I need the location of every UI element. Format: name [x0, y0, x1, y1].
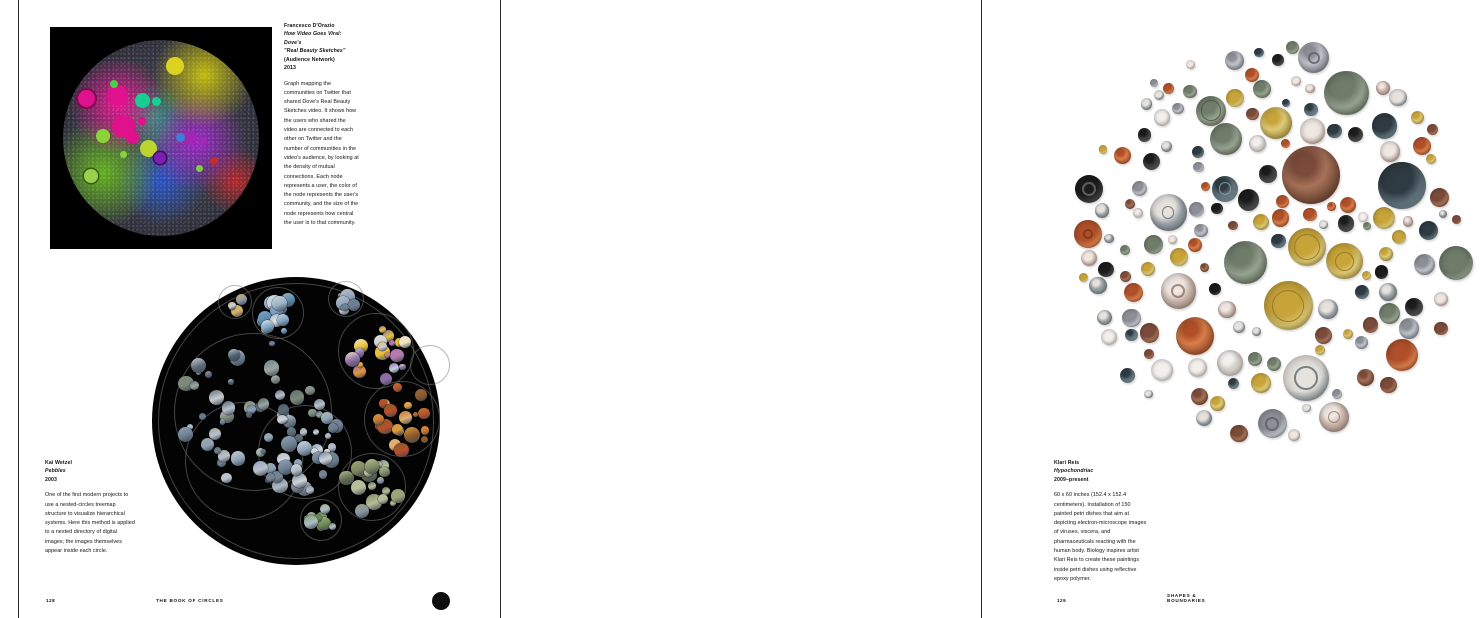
- treemap-thumbnail: [305, 386, 314, 395]
- petri-dish: [1163, 83, 1175, 95]
- treemap-thumbnail: [421, 426, 429, 434]
- petri-dish: [1413, 137, 1431, 155]
- graph-node: [210, 157, 218, 165]
- treemap-thumbnail: [290, 390, 305, 405]
- petri-dish: [1399, 318, 1419, 338]
- petri-dish: [1379, 247, 1393, 261]
- treemap-thumbnail: [228, 302, 235, 309]
- treemap-thumbnail: [404, 402, 411, 409]
- petri-dish: [1193, 162, 1204, 173]
- graph-node: [96, 129, 110, 143]
- petri-dish: [1150, 79, 1159, 88]
- petri-dish: [1332, 389, 1342, 399]
- petri-dish: [1125, 199, 1135, 209]
- petri-dish: [1186, 60, 1195, 69]
- petri-dish: [1386, 339, 1418, 371]
- petri-dish: [1271, 234, 1286, 249]
- petri-dish: [1133, 208, 1143, 218]
- petri-dish: [1144, 349, 1154, 359]
- left-page: [19, 0, 500, 618]
- petri-dish-ring: [1162, 206, 1174, 218]
- petri-dish: [1252, 327, 1261, 336]
- petri-dish: [1315, 345, 1325, 355]
- petri-dish: [1081, 250, 1097, 266]
- treemap-thumbnail: [221, 473, 232, 484]
- petri-dish: [1355, 336, 1368, 349]
- petri-dish: [1372, 113, 1398, 139]
- petri-dish-ring: [1294, 366, 1318, 390]
- petri-dish: [1125, 329, 1138, 342]
- treemap-thumbnail: [209, 428, 221, 440]
- petri-dish: [1225, 51, 1244, 70]
- petri-dish-ring: [1272, 290, 1304, 322]
- caption-year: 2013: [284, 65, 297, 72]
- petri-dish-ring: [1082, 182, 1096, 196]
- caption-work-title: Hypochondriac: [1054, 468, 1094, 475]
- treemap-thumbnail: [236, 294, 247, 305]
- petri-dish: [1419, 221, 1438, 240]
- petri-dish: [1414, 254, 1436, 276]
- graph-node: [110, 80, 118, 88]
- petri-dish: [1226, 89, 1244, 107]
- treemap-thumbnail: [392, 424, 403, 435]
- petri-dish: [1302, 404, 1310, 412]
- petri-dish: [1427, 124, 1438, 135]
- treemap-thumbnail: [178, 427, 193, 442]
- petri-dish: [1141, 98, 1153, 110]
- petri-dish: [1305, 84, 1315, 94]
- graph-node: [166, 57, 184, 75]
- petri-dish: [1288, 429, 1300, 441]
- caption-body: 60 x 60 inches (152.4 x 152.4 centimeters). Installation of 150 painted petri dishes that aim at depicting electron-microscope images of viruses, viscera, and pharmaceuticals reacting with the human body. Biology inspires artist Klari Reis to create these paintings inside petri dishes using reflective epoxy polymer.: [1054, 492, 1147, 582]
- petri-dish: [1201, 182, 1211, 192]
- treemap-thumbnail: [272, 296, 286, 310]
- petri-dish: [1217, 350, 1243, 376]
- caption-reis: [1054, 459, 1150, 584]
- page-number-left: 128: [46, 598, 56, 603]
- petri-dish: [1132, 181, 1147, 196]
- petri-dish: [1426, 154, 1436, 164]
- treemap-thumbnail: [399, 364, 406, 371]
- petri-dish: [1327, 202, 1335, 210]
- petri-dish: [1324, 71, 1369, 116]
- viral-video-network-graph: [50, 27, 272, 249]
- petri-dish: [1434, 292, 1448, 306]
- caption-work-title: How Video Goes Viral: Dove's: [284, 31, 342, 46]
- treemap-thumbnail: [220, 419, 226, 425]
- petri-dish: [1348, 127, 1363, 142]
- petri-dish: [1183, 85, 1196, 98]
- petri-dish: [1376, 81, 1390, 95]
- treemap-thumbnail: [325, 433, 331, 439]
- petri-dish: [1141, 262, 1155, 276]
- network-graph-node-field: [63, 40, 259, 236]
- petri-dish-ring: [1265, 417, 1279, 431]
- petri-dish: [1375, 265, 1388, 278]
- petri-dish: [1194, 224, 1208, 238]
- petri-dish: [1228, 221, 1238, 231]
- petri-dish: [1188, 358, 1207, 377]
- petri-dish: [1154, 90, 1164, 100]
- petri-dish: [1379, 303, 1400, 324]
- petri-dish: [1379, 283, 1397, 301]
- petri-dish: [1154, 109, 1171, 126]
- petri-dish: [1176, 317, 1214, 355]
- petri-dish: [1233, 321, 1245, 333]
- petri-dish: [1434, 322, 1448, 336]
- petri-dish: [1104, 234, 1114, 244]
- petri-dish: [1380, 377, 1397, 394]
- caption-artist: Klari Reis: [1054, 460, 1080, 466]
- petri-dish: [1373, 207, 1395, 229]
- petri-dish: [1253, 214, 1269, 230]
- graph-node: [183, 131, 197, 145]
- treemap-thumbnail: [214, 447, 222, 455]
- petri-dish: [1304, 103, 1318, 117]
- petri-dish: [1282, 146, 1340, 204]
- petri-dish: [1281, 139, 1290, 148]
- treemap-ring: [410, 345, 450, 385]
- graph-node: [78, 90, 95, 107]
- petri-dish-ring: [1219, 182, 1231, 194]
- petri-dish: [1120, 271, 1131, 282]
- treemap-thumbnail: [278, 404, 289, 415]
- treemap-thumbnail: [390, 349, 403, 362]
- treemap-thumbnail: [291, 464, 302, 475]
- petri-dish: [1230, 425, 1248, 443]
- petri-dish: [1143, 153, 1160, 170]
- petri-dish: [1151, 359, 1173, 381]
- treemap-thumbnail: [277, 314, 289, 326]
- petri-dish: [1138, 128, 1152, 142]
- page-number-right: 129: [1057, 598, 1067, 603]
- petri-dish: [1439, 210, 1447, 218]
- treemap-thumbnail: [281, 436, 297, 452]
- graph-node: [176, 133, 185, 142]
- petri-dish: [1211, 203, 1222, 214]
- graph-node: [126, 131, 139, 144]
- treemap-thumbnail: [378, 342, 387, 351]
- running-head-right: SHAPES & BOUNDARIES: [1167, 593, 1206, 603]
- petri-dish: [1267, 357, 1281, 371]
- petri-dish: [1254, 48, 1264, 58]
- caption-year: 2009–present: [1054, 476, 1089, 483]
- treemap-thumbnail: [379, 326, 386, 333]
- caption-work-title-line2: "Real Beauty Sketches": [284, 48, 346, 55]
- petri-dish: [1272, 209, 1290, 227]
- petri-dish: [1430, 188, 1449, 207]
- treemap-thumbnail: [404, 427, 420, 443]
- petri-dish-ring: [1083, 229, 1093, 239]
- treemap-thumbnail: [399, 411, 412, 424]
- caption-artist: Francesco D'Orazio: [284, 23, 335, 29]
- petri-dish: [1363, 222, 1371, 230]
- petri-dish: [1140, 323, 1160, 343]
- treemap-thumbnail: [228, 349, 240, 361]
- petri-dish: [1122, 309, 1141, 328]
- petri-dish: [1259, 165, 1277, 183]
- petri-dish: [1380, 141, 1401, 162]
- treemap-thumbnail: [271, 375, 280, 384]
- caption-work-subtitle: (Audience Network): [284, 56, 335, 63]
- treemap-thumbnail: [190, 381, 199, 390]
- petri-dish: [1358, 212, 1368, 222]
- petri-dish: [1338, 215, 1354, 231]
- graph-node: [120, 151, 127, 158]
- petri-dish: [1362, 271, 1371, 280]
- petri-dish: [1343, 329, 1353, 339]
- petri-dish: [1303, 208, 1317, 222]
- petri-dish: [1120, 245, 1130, 255]
- graph-node: [84, 169, 98, 183]
- petri-dish: [1355, 285, 1370, 300]
- petri-dish: [1238, 189, 1259, 210]
- treemap-thumbnail: [368, 482, 376, 490]
- petri-dish: [1319, 220, 1328, 229]
- graph-node: [107, 85, 128, 106]
- petri-dish: [1405, 298, 1423, 316]
- caption-credit: [45, 459, 137, 484]
- petri-dish: [1276, 195, 1289, 208]
- petri-dish: [1098, 262, 1114, 278]
- petri-dish: [1389, 89, 1407, 107]
- petri-dish: [1253, 80, 1271, 98]
- petri-dish: [1120, 368, 1135, 383]
- petri-dish: [1340, 197, 1356, 213]
- graph-node: [135, 93, 150, 108]
- petri-dish-ring: [1335, 252, 1354, 271]
- graph-node: [152, 97, 161, 106]
- petri-dish: [1282, 99, 1290, 107]
- petri-dish: [1439, 246, 1473, 280]
- treemap-thumbnail: [384, 404, 396, 416]
- treemap-thumbnail: [281, 328, 287, 334]
- spine-marker-dot: [432, 592, 450, 610]
- petri-dish: [1161, 141, 1172, 152]
- petri-dish: [1228, 378, 1239, 389]
- graph-node: [198, 137, 207, 146]
- petri-dish: [1079, 273, 1088, 282]
- treemap-thumbnail: [191, 358, 206, 373]
- petri-dish: [1411, 111, 1424, 124]
- treemap-thumbnail: [228, 379, 234, 385]
- petri-dish: [1089, 277, 1106, 294]
- petri-dish: [1378, 162, 1425, 209]
- caption-credit: [1054, 459, 1150, 484]
- petri-dish: [1114, 147, 1131, 164]
- caption-body: One of the first modern projects to use a nested-circles treemap structure to visualize hierarchical systems. Here this method is applied to a nested directory of digital images; the images themselves appear inside each circle.: [45, 492, 135, 555]
- treemap-thumbnail: [277, 415, 287, 425]
- treemap-thumbnail: [391, 489, 405, 503]
- petri-dish: [1291, 76, 1301, 86]
- treemap-thumbnail: [253, 461, 268, 476]
- petri-dish: [1101, 329, 1117, 345]
- treemap-thumbnail: [231, 451, 246, 466]
- petri-dish: [1246, 108, 1259, 121]
- petri-dish: [1189, 202, 1204, 217]
- petri-dish: [1144, 235, 1163, 254]
- petri-dish: [1209, 283, 1221, 295]
- petri-dish: [1363, 317, 1378, 332]
- petri-dish-ring: [1294, 234, 1320, 260]
- treemap-thumbnail: [399, 336, 411, 348]
- caption-work-title: Pebbles: [45, 468, 66, 475]
- petri-dish: [1124, 283, 1143, 302]
- treemap-thumbnail: [269, 341, 275, 347]
- treemap-thumbnail: [379, 467, 390, 478]
- caption-credit: [284, 22, 360, 73]
- petri-dish: [1188, 238, 1202, 252]
- graph-node: [154, 152, 166, 164]
- petri-dish: [1168, 235, 1177, 244]
- petri-dish: [1392, 230, 1406, 244]
- treemap-thumbnail: [328, 423, 338, 433]
- petri-dish: [1327, 124, 1342, 139]
- treemap-thumbnail: [319, 470, 328, 479]
- caption-wetzel: [45, 459, 137, 556]
- spread-frame-right-rule: [981, 0, 982, 618]
- petri-dish: [1191, 388, 1208, 405]
- petri-dish: [1300, 118, 1325, 143]
- petri-dish: [1170, 248, 1188, 266]
- petri-dish: [1315, 327, 1332, 344]
- treemap-thumbnail: [304, 515, 318, 529]
- petri-dish: [1095, 203, 1110, 218]
- running-head-left: THE BOOK OF CIRCLES: [156, 598, 224, 603]
- hypochondriac-petri-dish-installation: [1062, 31, 1480, 449]
- petri-dish: [1172, 103, 1184, 115]
- pebbles-treemap-circle: [152, 277, 440, 565]
- petri-dish: [1260, 107, 1292, 139]
- petri-dish: [1245, 68, 1259, 82]
- petri-dish: [1249, 135, 1266, 152]
- caption-year: 2003: [45, 476, 58, 483]
- petri-dish: [1251, 373, 1271, 393]
- petri-dish: [1224, 241, 1267, 284]
- graph-node: [196, 165, 203, 172]
- petri-dish: [1452, 215, 1461, 224]
- petri-dish: [1196, 410, 1213, 427]
- petri-dish: [1286, 41, 1299, 54]
- right-page: [501, 0, 1206, 618]
- petri-dish: [1248, 352, 1262, 366]
- treemap-thumbnail: [222, 401, 236, 415]
- petri-dish: [1144, 390, 1153, 399]
- treemap-thumbnail: [329, 523, 336, 530]
- petri-dish: [1357, 369, 1374, 386]
- caption-body: Graph mapping the communities on Twitter that shared Dove's Real Beauty Sketches video. It shows how the users who shared the video are connected to each other on Twitter and the number of communities in the video's audience, by looking at the density of mutual connections. Each node represents a user, the color of the node represents the user's community, and the size of the node represents how central the user is to that community.: [284, 80, 359, 226]
- petri-dish: [1272, 54, 1284, 66]
- petri-dish: [1097, 310, 1113, 326]
- petri-dish-ring: [1308, 52, 1320, 64]
- graph-node: [138, 117, 146, 125]
- caption-onorato: [284, 22, 360, 228]
- petri-dish: [1210, 396, 1225, 411]
- petri-dish: [1200, 263, 1209, 272]
- petri-dish: [1218, 301, 1236, 319]
- petri-dish: [1210, 123, 1242, 155]
- petri-dish: [1192, 146, 1204, 158]
- petri-dish: [1318, 299, 1338, 319]
- petri-dish: [1099, 145, 1107, 153]
- petri-dish: [1403, 216, 1413, 226]
- caption-artist: Kai Wetzel: [45, 460, 73, 466]
